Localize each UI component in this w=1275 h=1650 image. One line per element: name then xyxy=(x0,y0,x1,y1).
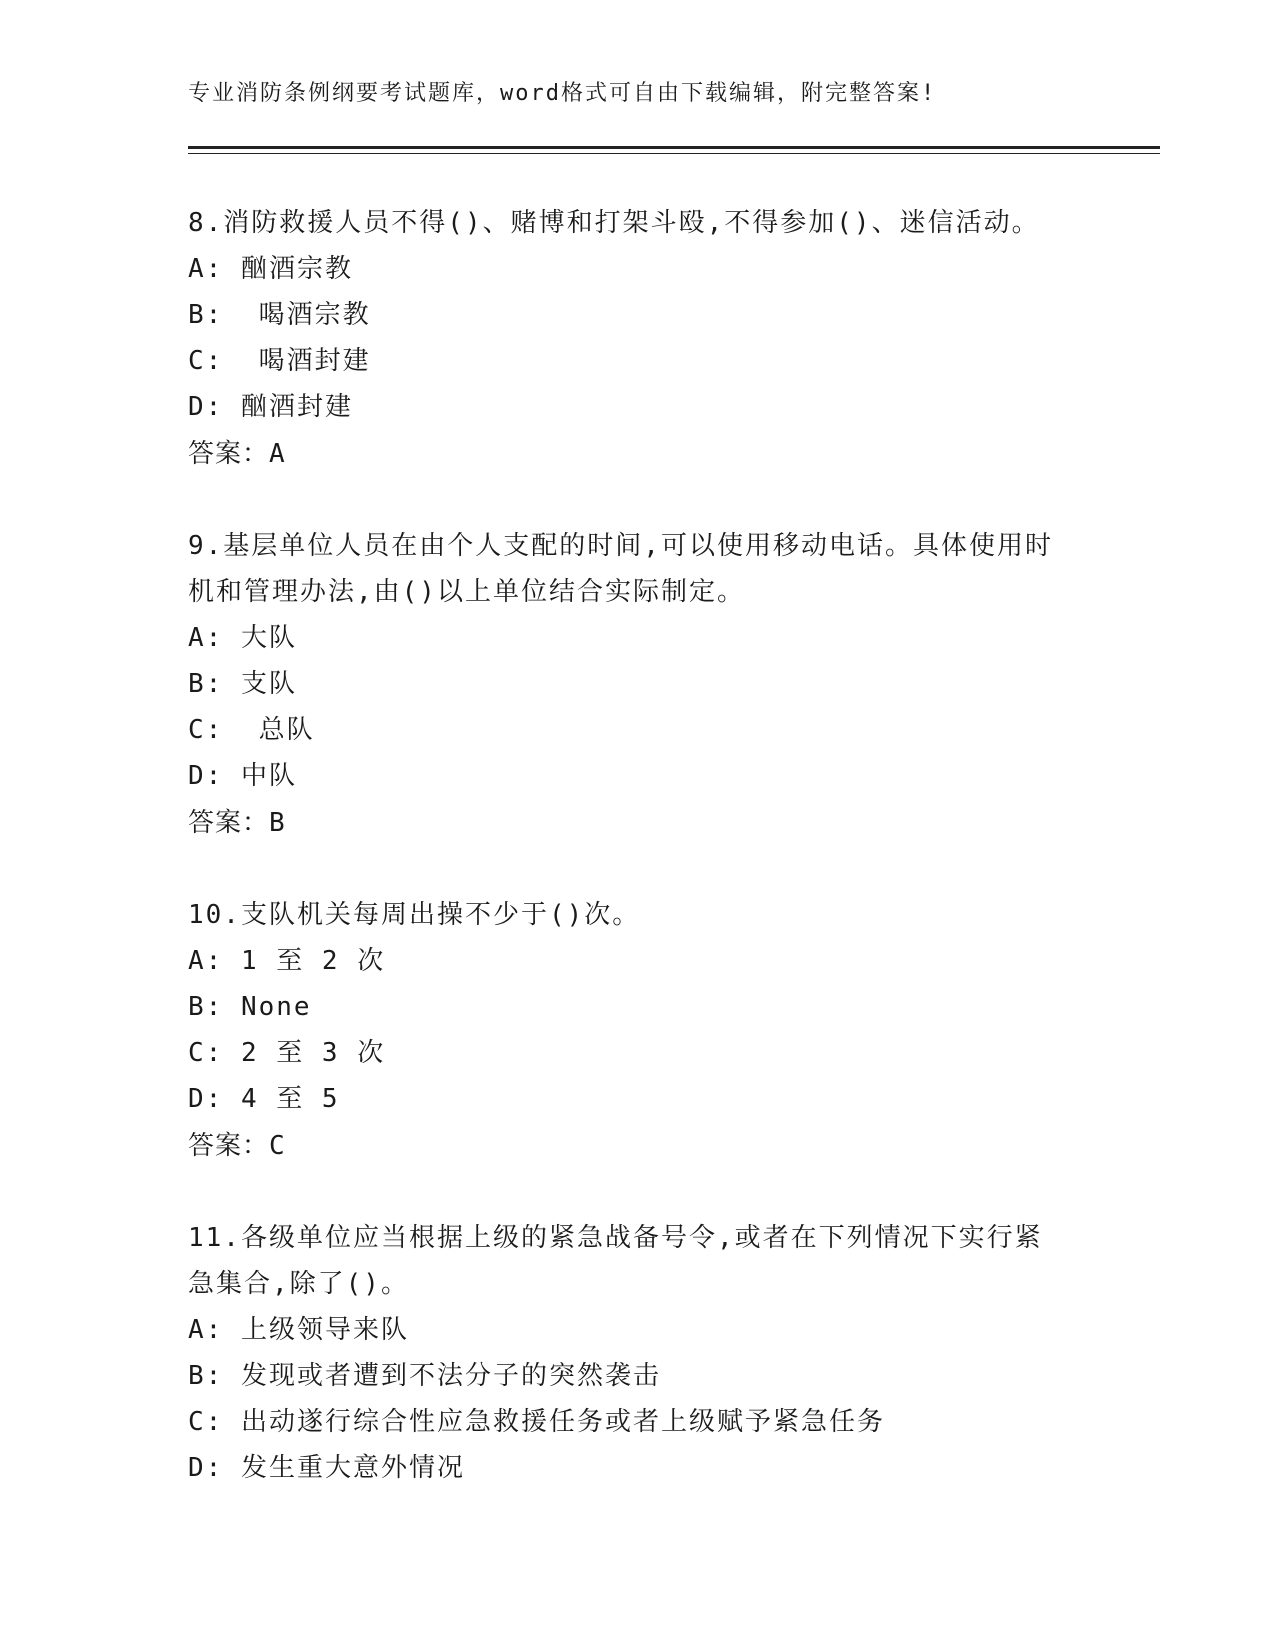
question-stem-line: 11.各级单位应当根据上级的紧急战备号令,或者在下列情况下实行紧 xyxy=(188,1223,1043,1253)
spacer xyxy=(188,846,1088,892)
answer-value: A xyxy=(269,439,286,469)
answer-label: 答案： xyxy=(188,438,270,468)
question-9 xyxy=(188,523,1088,846)
option-c: C: 总队 xyxy=(188,715,315,745)
question-stem-line: 8.消防救援人员不得()、赌博和打架斗殴,不得参加()、迷信活动。 xyxy=(188,208,1040,238)
option-c: C: 喝酒封建 xyxy=(188,346,371,376)
option-b: B: None xyxy=(188,992,312,1022)
answer-line xyxy=(188,799,1088,846)
answer-value: C xyxy=(269,1131,286,1161)
option-b: B: 发现或者遭到不法分子的突然袭击 xyxy=(188,1361,661,1391)
header-rule-thick xyxy=(188,146,1160,149)
question-list xyxy=(188,200,1088,1491)
option-a: A: 上级领导来队 xyxy=(188,1315,409,1345)
page-header: 专业消防条例纲要考试题库，word格式可自由下载编辑，附完整答案! xyxy=(188,81,937,106)
option-a: A: 酗酒宗教 xyxy=(188,254,353,284)
option-c: C: 出动遂行综合性应急救援任务或者上级赋予紧急任务 xyxy=(188,1407,885,1437)
option-d: D: 发生重大意外情况 xyxy=(188,1453,465,1483)
option-b: B: 支队 xyxy=(188,669,297,699)
question-10 xyxy=(188,892,1088,1169)
option-c: C: 2 至 3 次 xyxy=(188,1038,386,1068)
question-stem-line: 9.基层单位人员在由个人支配的时间,可以使用移动电话。具体使用时 xyxy=(188,531,1053,561)
question-8 xyxy=(188,200,1088,477)
answer-value: B xyxy=(269,808,286,838)
answer-label: 答案： xyxy=(188,1130,270,1160)
spacer xyxy=(188,1169,1088,1215)
question-stem-line: 急集合,除了()。 xyxy=(188,1269,409,1299)
header-rule-thin xyxy=(188,153,1160,154)
option-a: A: 1 至 2 次 xyxy=(188,946,386,976)
answer-line xyxy=(188,1122,1088,1169)
answer-line xyxy=(188,430,1088,477)
option-a: A: 大队 xyxy=(188,623,297,653)
option-d: D: 中队 xyxy=(188,761,297,791)
question-stem-line: 10.支队机关每周出操不少于()次。 xyxy=(188,900,641,930)
answer-label: 答案： xyxy=(188,807,270,837)
question-stem-line: 机和管理办法,由()以上单位结合实际制定。 xyxy=(188,577,745,607)
option-b: B: 喝酒宗教 xyxy=(188,300,371,330)
option-d: D: 4 至 5 xyxy=(188,1084,340,1114)
spacer xyxy=(188,477,1088,523)
question-11 xyxy=(188,1215,1088,1491)
option-d: D: 酗酒封建 xyxy=(188,392,353,422)
